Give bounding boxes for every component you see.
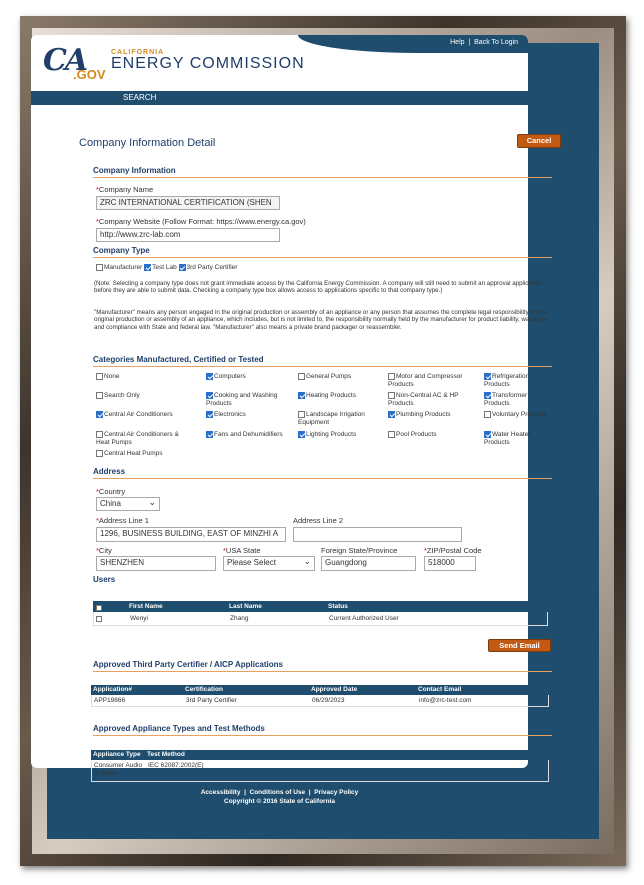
help-link[interactable]: Help [450,39,465,46]
category-label: Non-Central AC & HP Products [388,392,459,408]
category-checkbox[interactable] [388,373,395,380]
category-checkbox[interactable] [298,392,305,399]
category-label: Computers [214,373,246,381]
page-title: Company Information Detail [79,137,216,149]
category-item[interactable] [96,450,186,458]
required-mark: * [223,546,226,555]
category-item[interactable] [206,431,296,439]
usa-state-label-text: USA State [225,546,261,555]
category-label: Electronics [214,411,246,419]
category-item[interactable] [298,411,388,427]
col-test-method: Test Method [147,751,185,758]
address-line1-field[interactable]: 1296, BUSINESS BUILDING, EAST OF MINZHI A [96,527,286,542]
category-checkbox[interactable] [388,411,395,418]
appliance-test-method: IEC 62087:2002(E) [148,762,204,769]
category-item[interactable] [388,431,478,439]
company-type-note: (Note: Selecting a company type does not grant immediate access by the California Energy Commission. A company will still need to submit an approval application before they are able to submit data. Checking a company type box allows access to applications specific to that company type.) [94,280,542,295]
privacy-link[interactable]: Privacy Policy [314,789,359,796]
category-checkbox[interactable] [388,392,395,399]
category-checkbox[interactable] [96,450,103,457]
category-label: Transformer Products [484,392,528,408]
required-mark: * [96,217,99,226]
country-select[interactable]: China ⌄ [96,497,160,511]
address-line2-label: Address Line 2 [293,516,344,525]
col-first-name: First Name [129,603,163,610]
category-checkbox[interactable] [484,411,491,418]
manufacturer-label: Manufacturer [104,264,143,272]
category-item[interactable] [206,373,296,381]
third-party-checkbox[interactable] [179,264,186,271]
back-to-login-link[interactable]: Back To Login [474,39,518,46]
footer-links [31,789,528,798]
company-info-heading: Company Information [93,166,176,175]
users-table-header [93,601,548,612]
application-email: info@zrc-test.com [419,697,472,704]
category-label: Lighting Products [306,431,357,439]
foreign-state-label: Foreign State/Province [321,546,398,555]
company-type-test-lab[interactable] [144,264,177,271]
appliances-heading: Approved Appliance Types and Test Methods [93,724,265,733]
company-type-3rd-party[interactable] [179,264,238,271]
address-heading: Address [93,467,126,476]
category-checkbox[interactable] [206,411,213,418]
category-checkbox[interactable] [298,431,305,438]
user-first-name: Wenyi [130,615,148,622]
usa-state-select[interactable]: Please Select ⌄ [223,556,315,571]
category-label: None [104,373,120,381]
section-divider [93,366,552,367]
company-website-field[interactable]: http://www.zrc-lab.com [96,228,280,242]
category-label: Central Air Conditioners [104,411,173,419]
category-label: Central Air Conditioners & Heat Pumps [96,431,179,447]
category-item[interactable] [96,431,186,447]
category-item[interactable] [96,392,186,400]
application-certification: 3rd Party Certifier [186,697,237,704]
category-item[interactable] [96,411,186,419]
site-footer [31,789,528,807]
third-party-label: 3rd Party Certifier [186,264,238,272]
col-status: Status [328,603,348,610]
category-label: Motor and Compressor Products [388,373,463,389]
company-website-label-text: Company Website (Follow Format: https://www.energy.ca.gov) [98,217,306,226]
category-item[interactable] [484,411,554,419]
applications-table-header [91,685,549,695]
category-item[interactable] [484,431,554,447]
applications-heading: Approved Third Party Certifier / AICP Applications [93,660,283,669]
section-divider [93,735,552,736]
company-name-label-text: Company Name [98,185,154,194]
col-certification: Certification [185,686,223,693]
company-website-label [96,217,306,226]
category-item[interactable] [388,373,478,389]
test-lab-label: Test Lab [152,264,177,272]
category-checkbox[interactable] [484,392,491,399]
foreign-state-field[interactable]: Guangdong [321,556,416,571]
users-heading: Users [93,575,116,584]
manufacturer-definition: "Manufacturer" means any person engaged in the original production or assembly of an appliance or any person that assumes the complete legal responsibility for the original production or assembly of an appliance, which includes, but is not limited to, the responsibility normally held by the manufacturer for product liability, warranty, and compliance with State and federal law. "Manufacturer" also means a private brand packager or reassembler. [94,309,548,331]
conditions-link[interactable]: Conditions of Use [249,789,306,796]
appliance-type: Consumer Audio & Video [94,762,143,777]
application-date: 06/29/2023 [312,697,345,704]
category-item[interactable] [388,392,478,408]
category-item[interactable] [298,431,388,439]
category-item[interactable] [298,392,388,400]
category-label: Fans and Dehumidifiers [214,431,283,439]
col-application: Application# [93,686,133,693]
category-label: Landscape Irrigation Equipment [298,411,365,427]
company-name-label [96,185,153,194]
category-checkbox[interactable] [96,431,103,438]
table-row [91,695,549,707]
category-label: Cooking and Washing Products [206,392,278,408]
zip-label-text: ZIP/Postal Code [426,546,482,555]
ca-gov-logo[interactable]: CA [43,43,87,78]
categories-heading: Categories Manufactured, Certified or Tested [93,355,264,364]
appliances-table [91,750,549,782]
ca-gov-logo-suffix: .GOV [73,67,106,82]
zip-field[interactable]: 518000 [424,556,476,571]
user-last-name: Zhang [230,615,249,622]
copyright: Copyright © 2016 State of California [224,797,335,805]
category-item[interactable] [484,392,554,408]
category-checkbox[interactable] [206,373,213,380]
city-field[interactable]: SHENZHEN [96,556,216,571]
city-label [96,546,112,555]
category-item[interactable] [298,373,388,381]
col-approved-date: Approved Date [311,686,358,693]
table-row [91,760,549,782]
country-label [96,487,125,496]
col-last-name: Last Name [229,603,262,610]
category-label: Voluntary Products [492,411,547,419]
manufacturer-checkbox[interactable] [96,264,103,271]
category-checkbox[interactable] [298,411,305,418]
category-checkbox[interactable] [298,373,305,380]
required-mark: * [96,516,99,525]
logo-agency: ENERGY COMMISSION [111,55,305,72]
users-table [93,601,548,626]
category-checkbox[interactable] [96,411,103,418]
category-label: Central Heat Pumps [104,450,163,458]
category-checkbox[interactable] [484,431,491,438]
required-mark: * [96,487,99,496]
application-number[interactable]: APP19866 [94,697,126,704]
category-item[interactable] [388,411,478,419]
zip-label [424,546,482,555]
address-line1-label-text: Address Line 1 [98,516,149,525]
company-type-heading: Company Type [93,246,150,255]
category-checkbox[interactable] [388,431,395,438]
accessibility-link[interactable]: Accessibility [200,789,241,796]
section-divider [93,478,552,479]
category-label: Pool Products [396,431,437,439]
category-item[interactable] [96,373,186,381]
section-divider [93,257,552,258]
required-mark: * [96,185,99,194]
footer-separator: | [308,789,311,796]
country-label-text: Country [98,487,126,496]
logo-state: CALIFORNIA [111,49,165,56]
applications-table [91,685,549,707]
section-divider [93,671,552,672]
company-type-options [96,264,237,272]
top-links-separator: | [468,39,471,46]
col-appliance-type: Appliance Type [93,751,141,758]
table-row [93,612,548,626]
category-checkbox[interactable] [206,392,213,399]
address-line1-label [96,516,149,525]
nav-search-link[interactable]: SEARCH [123,93,157,102]
category-label: Refrigeration Products [484,373,530,389]
test-lab-checkbox[interactable] [144,264,151,271]
required-mark: * [424,546,427,555]
category-item[interactable] [484,373,554,389]
footer-separator: | [244,789,246,796]
category-checkbox[interactable] [96,373,103,380]
user-status: Current Authorized User [329,615,399,622]
col-contact-email: Contact Email [418,686,462,693]
category-label: General Pumps [306,373,352,381]
category-checkbox[interactable] [96,392,103,399]
category-checkbox[interactable] [484,373,491,380]
cancel-button[interactable]: Cancel [517,134,561,148]
section-divider [93,177,552,178]
category-label: Heating Products [306,392,356,400]
appliances-table-header [91,750,549,760]
category-item[interactable] [206,392,296,408]
company-name-field[interactable]: ZRC INTERNATIONAL CERTIFICATION (SHEN [96,196,280,210]
address-line2-field[interactable] [293,527,462,542]
category-label: Search Only [104,392,140,400]
category-label: Water Heater Products [484,431,531,447]
category-checkbox[interactable] [206,431,213,438]
send-email-button[interactable]: Send Email [488,639,551,652]
usa-state-label [223,546,261,555]
required-mark: * [96,546,99,555]
category-label: Plumbing Products [396,411,451,419]
company-type-manufacturer[interactable] [96,264,142,271]
city-label-text: City [98,546,112,555]
category-item[interactable] [206,411,296,419]
